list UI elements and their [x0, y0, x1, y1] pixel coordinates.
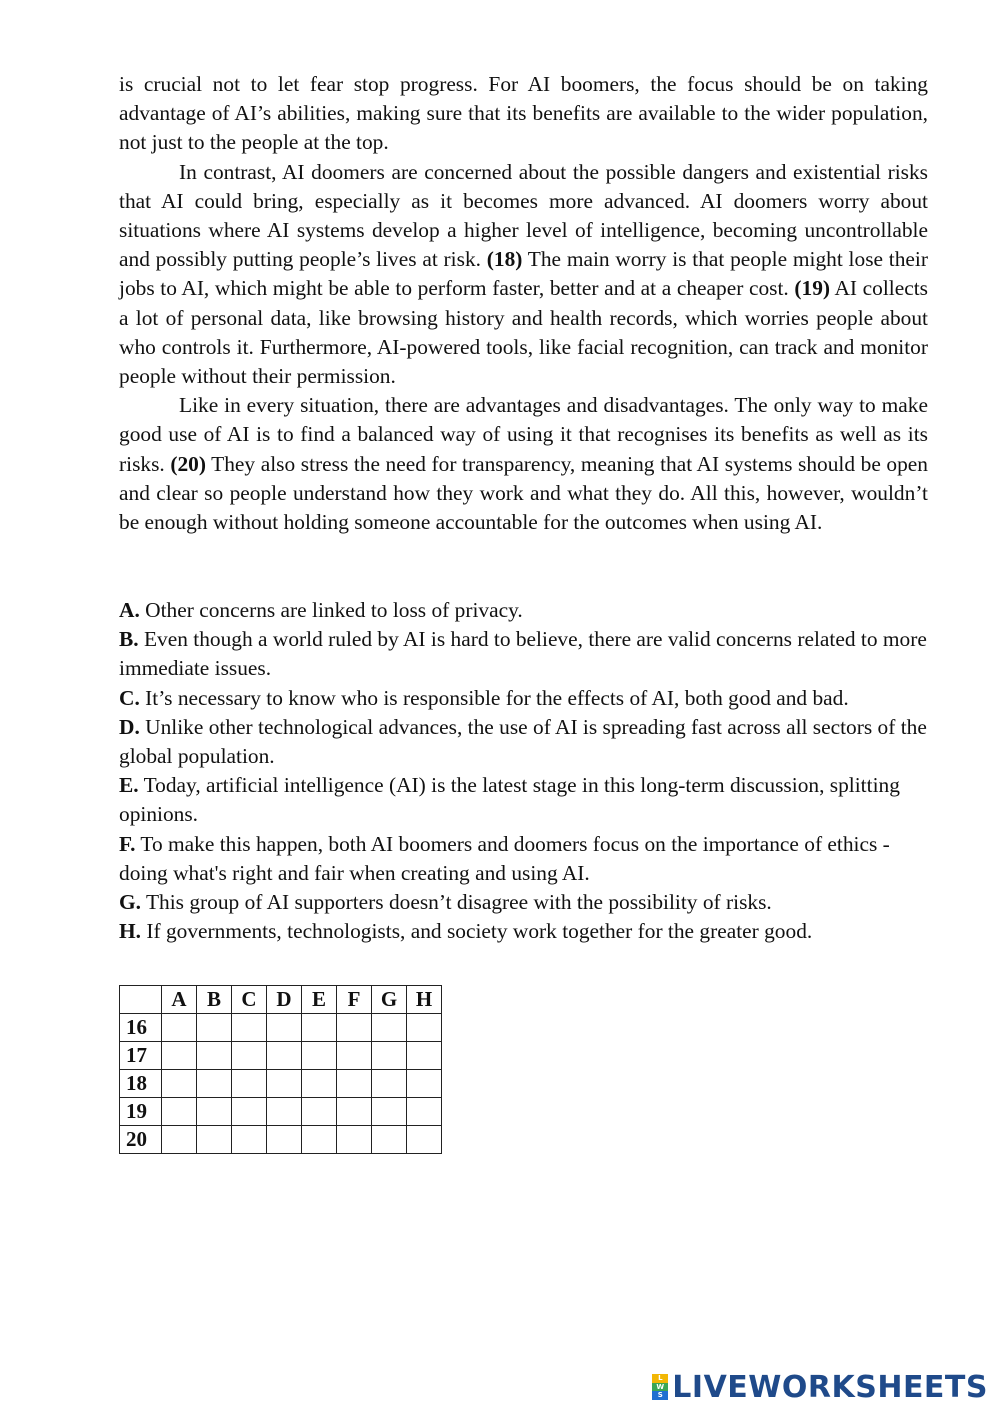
logo-mark-letter: W — [652, 1383, 668, 1392]
row-header: 16 — [120, 1014, 162, 1042]
reading-passage — [119, 70, 928, 537]
answer-cell[interactable] — [232, 1014, 267, 1042]
answer-cell[interactable] — [302, 1070, 337, 1098]
column-header: G — [372, 986, 407, 1014]
option-e — [119, 771, 934, 829]
answer-cell[interactable] — [407, 1098, 442, 1126]
answer-grid-row — [120, 1126, 442, 1154]
answer-cell[interactable] — [232, 1042, 267, 1070]
answer-grid-row — [120, 1070, 442, 1098]
answer-cell[interactable] — [232, 1098, 267, 1126]
answer-cell[interactable] — [267, 1070, 302, 1098]
gap-marker-18: (18) — [486, 247, 523, 272]
answer-cell[interactable] — [302, 1014, 337, 1042]
answer-cell[interactable] — [162, 1070, 197, 1098]
answer-cell[interactable] — [267, 1126, 302, 1154]
liveworksheets-logo-icon — [652, 1374, 668, 1400]
logo-mark-letter: L — [652, 1374, 668, 1383]
answer-cell[interactable] — [197, 1070, 232, 1098]
answer-cell[interactable] — [372, 1014, 407, 1042]
answer-cell[interactable] — [197, 1014, 232, 1042]
answer-grid-row — [120, 1042, 442, 1070]
gap-marker-20: (20) — [170, 451, 206, 476]
answer-cell[interactable] — [337, 1126, 372, 1154]
column-header: E — [302, 986, 337, 1014]
logo-text: LIVEWORKSHEETS — [672, 1369, 988, 1405]
column-header: H — [407, 986, 442, 1014]
option-text: If governments, technologists, and society work together for the greater good. — [141, 919, 813, 944]
answer-cell[interactable] — [372, 1042, 407, 1070]
answer-cell[interactable] — [267, 1014, 302, 1042]
answer-cell[interactable] — [407, 1014, 442, 1042]
column-header: D — [267, 986, 302, 1014]
answer-cell[interactable] — [302, 1042, 337, 1070]
column-header: B — [197, 986, 232, 1014]
passage-paragraph-3 — [119, 391, 928, 537]
answer-cell[interactable] — [337, 1070, 372, 1098]
answer-cell[interactable] — [197, 1126, 232, 1154]
row-header: 17 — [120, 1042, 162, 1070]
liveworksheets-logo — [652, 1370, 988, 1404]
option-letter: D. — [119, 714, 140, 739]
passage-text: is crucial not to let fear stop progress. For AI boomers, the focus should be on taking advantage of AI’s abilities, making sure that its benefits are available to the wider population, not just to the people at the top. — [119, 72, 928, 155]
answer-options — [119, 596, 934, 946]
passage-paragraph-1 — [119, 70, 928, 158]
option-b — [119, 625, 934, 683]
answer-cell[interactable] — [407, 1070, 442, 1098]
option-text: Other concerns are linked to loss of privacy. — [139, 598, 523, 622]
answer-cell[interactable] — [372, 1070, 407, 1098]
answer-grid-body — [120, 1014, 442, 1154]
answer-cell[interactable] — [407, 1042, 442, 1070]
option-text: Even though a world ruled by AI is hard to believe, there are valid concerns related to more immediate issues. — [119, 627, 927, 681]
option-text: It’s necessary to know who is responsible for the effects of AI, both good and bad. — [139, 685, 849, 710]
answer-cell[interactable] — [162, 1126, 197, 1154]
option-letter: H. — [119, 919, 141, 944]
answer-cell[interactable] — [232, 1126, 267, 1154]
answer-grid-row — [120, 1098, 442, 1126]
answer-cell[interactable] — [302, 1098, 337, 1126]
answer-cell[interactable] — [372, 1126, 407, 1154]
answer-cell[interactable] — [232, 1070, 267, 1098]
answer-cell[interactable] — [197, 1042, 232, 1070]
option-text: To make this happen, both AI boomers and doomers focus on the importance of ethics - doing what's right and fair when creating and using AI. — [119, 831, 890, 885]
answer-cell[interactable] — [197, 1098, 232, 1126]
option-c — [119, 684, 934, 713]
answer-grid — [119, 985, 442, 1154]
answer-cell[interactable] — [267, 1098, 302, 1126]
answer-cell[interactable] — [267, 1042, 302, 1070]
option-h — [119, 917, 934, 946]
passage-text: The main worry is that people might lose their jobs to AI, which might be able to perform faster, better and at a cheaper cost. — [119, 247, 928, 301]
answer-cell[interactable] — [337, 1014, 372, 1042]
passage-text: They also stress the need for transparency, meaning that AI systems should be open and clear so people understand how they work and what they do. All this, however, wouldn’t be enough without holding someone accountable for the outcomes when using AI. — [119, 451, 928, 535]
answer-cell[interactable] — [337, 1042, 372, 1070]
option-text: Unlike other technological advances, the use of AI is spreading fast across all sectors of the global population. — [119, 714, 927, 769]
option-letter: G. — [119, 890, 141, 915]
answer-grid-corner — [120, 986, 162, 1014]
column-header: A — [162, 986, 197, 1014]
answer-cell[interactable] — [162, 1014, 197, 1042]
column-header: C — [232, 986, 267, 1014]
option-letter: B. — [119, 627, 139, 652]
answer-cell[interactable] — [162, 1098, 197, 1126]
passage-text: AI collects a lot of personal data, like browsing history and health records, which worries people about who controls it. Furthermore, AI-powered tools, like facial recognition, can track and monitor people without their permission. — [119, 276, 929, 389]
option-letter: E. — [119, 773, 139, 798]
answer-cell[interactable] — [407, 1126, 442, 1154]
option-text: Today, artificial intelligence (AI) is the latest stage in this long-term discussion, splitting opinions. — [119, 773, 900, 827]
answer-cell[interactable] — [162, 1042, 197, 1070]
passage-text: In contrast, AI doomers are concerned about the possible dangers and existential risks that AI could bring, especially as it becomes more advanced. AI doomers worry about situations where AI systems develop a higher level of intelligence, becoming uncontrollable and possibly putting people’s lives at risk. — [119, 159, 928, 272]
answer-grid-header-row — [120, 986, 442, 1014]
passage-paragraph-2 — [119, 158, 928, 392]
answer-cell[interactable] — [372, 1098, 407, 1126]
answer-cell[interactable] — [337, 1098, 372, 1126]
row-header: 18 — [120, 1070, 162, 1098]
logo-mark-letter: S — [652, 1391, 668, 1400]
option-a — [119, 596, 934, 625]
option-letter: A. — [119, 598, 140, 622]
row-header: 20 — [120, 1126, 162, 1154]
option-f — [119, 830, 934, 888]
passage-text: Like in every situation, there are advantages and disadvantages. The only way to make good use of AI is to find a balanced way of using it that recognises its benefits as well as its risks. — [119, 393, 928, 476]
answer-cell[interactable] — [302, 1126, 337, 1154]
row-header: 19 — [120, 1098, 162, 1126]
option-letter: F. — [119, 831, 136, 856]
answer-grid-row — [120, 1014, 442, 1042]
gap-marker-19: (19) — [794, 276, 831, 301]
option-letter: C. — [119, 685, 140, 710]
option-d — [119, 713, 934, 771]
option-g — [119, 888, 934, 917]
column-header: F — [337, 986, 372, 1014]
option-text: This group of AI supporters doesn’t disagree with the possibility of risks. — [141, 890, 772, 915]
